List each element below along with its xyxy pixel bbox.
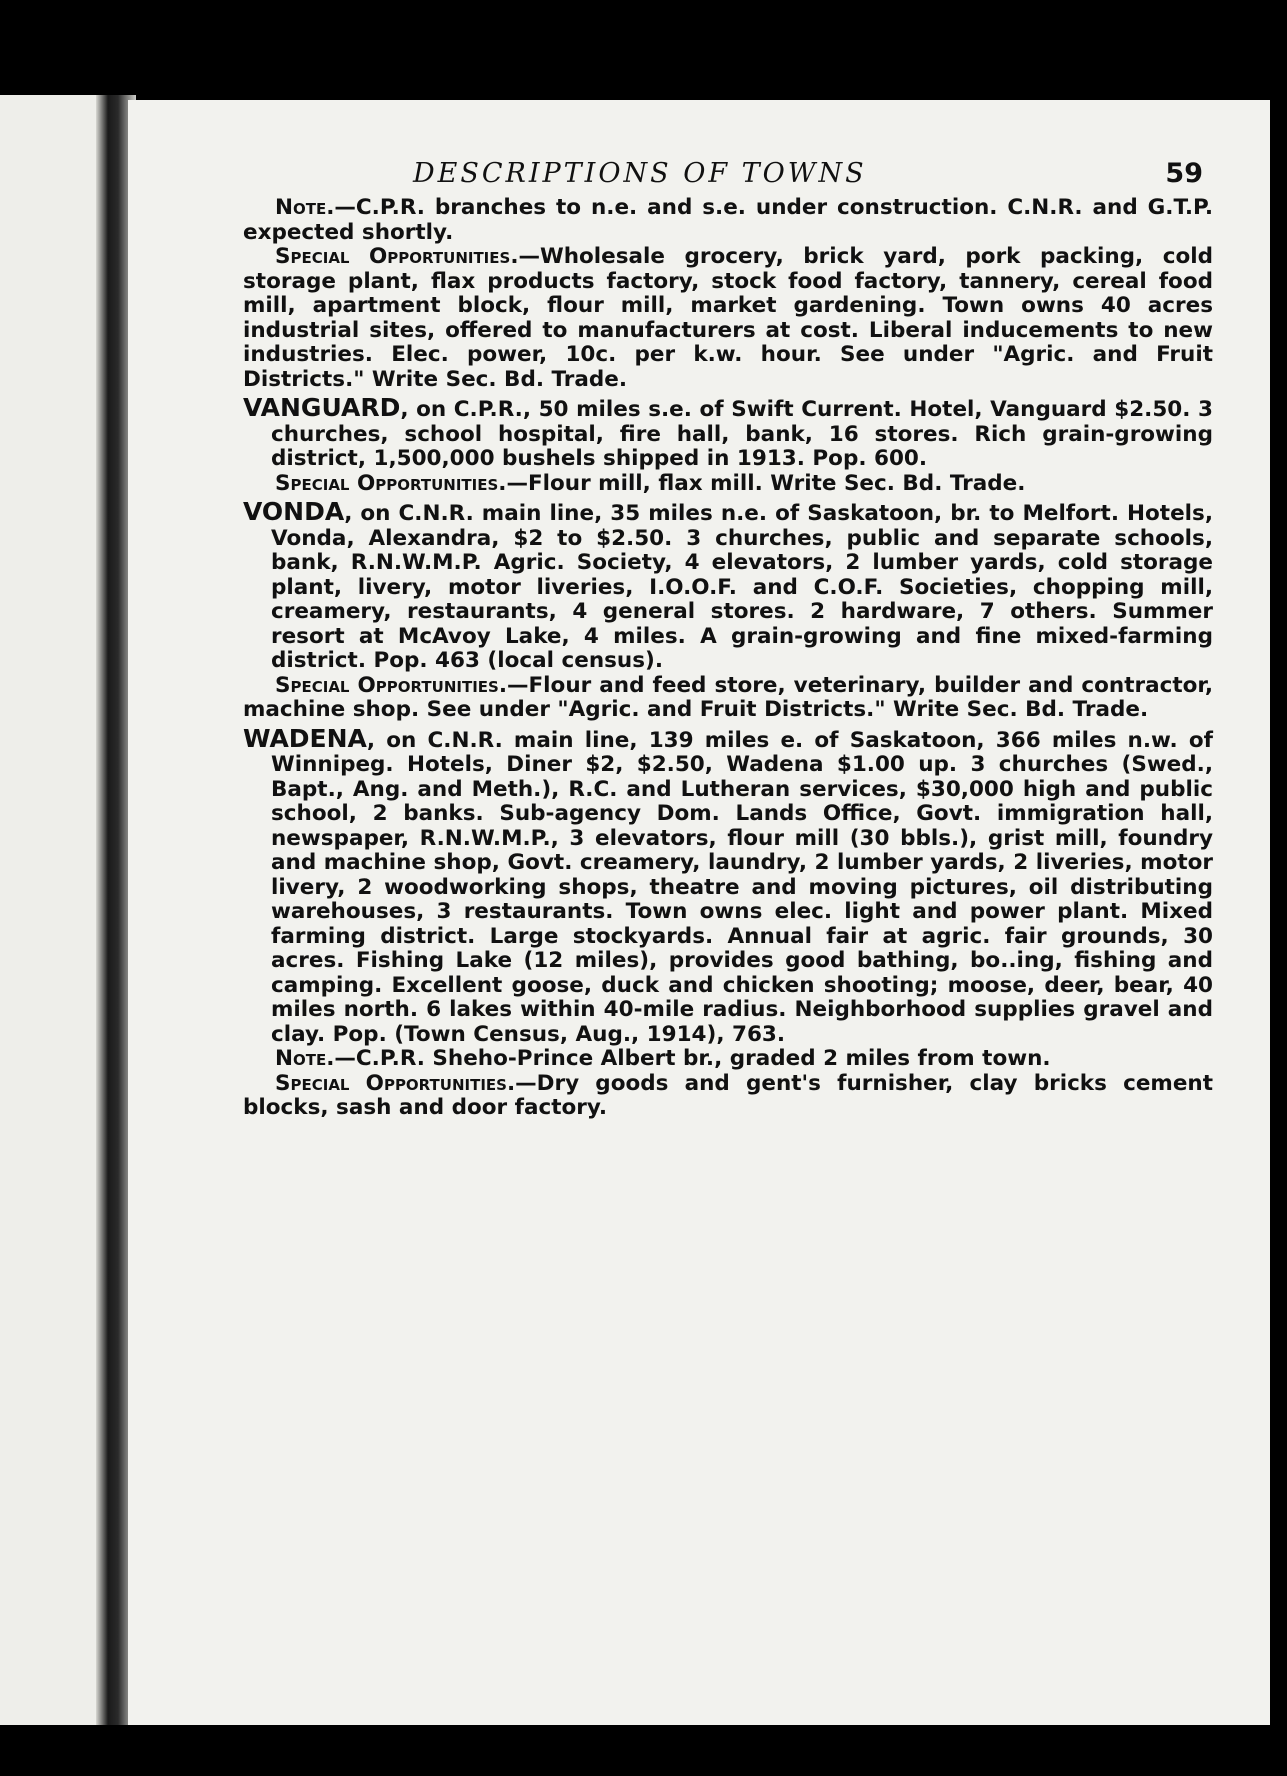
special-text: .—Wholesale grocery, brick yard, pork packing, cold storage plant, flax products factory, stock food factory, tannery, cereal food mill, apartment block, flour mill, market gardening. Town owns 40 acres industrial sites, offered to manufacturers at cost. Liberal inducements to new industries. Elec. power, 10c. per k.w. hour. See under "Agric. and Fruit Districts." Write Sec. Bd. Trade. — [243, 244, 1213, 392]
special-text: .—Flour and feed store, veterinary, builder and contractor, machine shop. See under "Agric. and Fruit Districts." Write Sec. Bd. Trade. — [243, 672, 1213, 722]
note — [243, 1047, 1213, 1072]
special-label: Special Opportunities — [275, 470, 499, 496]
special-opportunities — [243, 472, 1213, 497]
entry-vonda — [243, 497, 1213, 723]
special-text: .—Dry goods and gent's furnisher, clay bricks cement blocks, sash and door factory. — [243, 1070, 1213, 1120]
note-label: Note — [275, 1046, 327, 1071]
entry-body — [243, 723, 1213, 1048]
town-description: , on C.P.R., 50 miles s.e. of Swift Current. Hotel, Vanguard $2.50. 3 churches, school hospital, fire hall, bank, 16 stores. Rich grain-growing district, 1,500,000 bushels shipped in 1913. Pop. 600. — [271, 397, 1213, 471]
entry-body — [243, 497, 1213, 674]
town-name: VONDA — [243, 497, 345, 526]
page-number: 59 — [1165, 158, 1203, 189]
special-opportunities — [243, 674, 1213, 723]
note-text: .—C.P.R. Sheho-Prince Albert br., graded 2 miles from town. — [326, 1046, 1051, 1071]
town-description: , on C.N.R. main line, 35 miles n.e. of Saskatoon, br. to Melfort. Hotels, Vonda, Alexandra, $2 to $2.50. 3 churches, public and separate schools, bank, R.N.W.M.P. Agric. Society, 4 elevators, 2 lumber yards, cold storage plant, livery, motor liveries, I.O.O.F. and C.O.F. Societies, chopping mill, creamery, restaurants, 4 general stores. 2 hardware, 7 others. Summer resort at McAvoy Lake, 4 miles. A grain-growing and fine mixed-farming district. Pop. 463 (local census). — [271, 501, 1213, 673]
entry-body — [243, 393, 1213, 472]
page-text — [243, 196, 1213, 1121]
note-label: Note — [275, 195, 327, 220]
facing-page-edge — [0, 95, 96, 1725]
town-name: WADENA — [243, 723, 367, 753]
note-text: .—C.P.R. branches to n.e. and s.e. under construction. C.N.R. and G.T.P. expected shortly. — [243, 195, 1213, 245]
special-opportunities — [243, 1072, 1213, 1121]
special-label: Special Opportunities — [275, 672, 499, 698]
entry-vanguard — [243, 393, 1213, 496]
special-text: .—Flour mill, flax mill. Write Sec. Bd. Trade. — [498, 470, 1026, 496]
continued-special-opportunities — [243, 245, 1213, 392]
running-head-title: DESCRIPTIONS OF TOWNS — [413, 158, 867, 189]
town-description: , on C.N.R. main line, 139 miles e. of Saskatoon, 366 miles n.w. of Winnipeg. Hotels, Diner $2, $2.50, Wadena $1.00 up. 3 churches (Swed., Bapt., Ang. and Meth.), R.C. and Lutheran services, $30,000 high and public school, 2 banks. Sub-agency Dom. Lands Office, Govt. immigration hall, newspaper, R.N.W.M.P., 3 elevators, flour mill (30 bbls.), grist mill, foundry and machine shop, Govt. creamery, laundry, 2 lumber yards, 2 liveries, motor livery, 2 woodworking shops, theatre and moving pictures, oil distributing warehouses, 3 restaurants. Town owns elec. light and power plant. Mixed farming district. Large stockyards. Annual fair at agric. fair grounds, 30 acres. Fishing Lake (12 miles), provides good bathing, bo..ing, fishing and camping. Excellent goose, duck and chicken shooting; moose, deer, bear, 40 miles north. 6 lakes within 40-mile radius. Neighborhood supplies gravel and clay. Pop. (Town Census, Aug., 1914), 763. — [271, 727, 1213, 1047]
special-label: Special Opportunities — [275, 244, 511, 269]
continued-note — [243, 196, 1213, 245]
town-name: VANGUARD — [243, 393, 401, 422]
special-label: Special Opportunities — [275, 1070, 507, 1096]
running-head — [243, 158, 1213, 196]
page-content — [243, 158, 1213, 1121]
book-page — [128, 100, 1270, 1725]
entry-wadena — [243, 723, 1213, 1121]
